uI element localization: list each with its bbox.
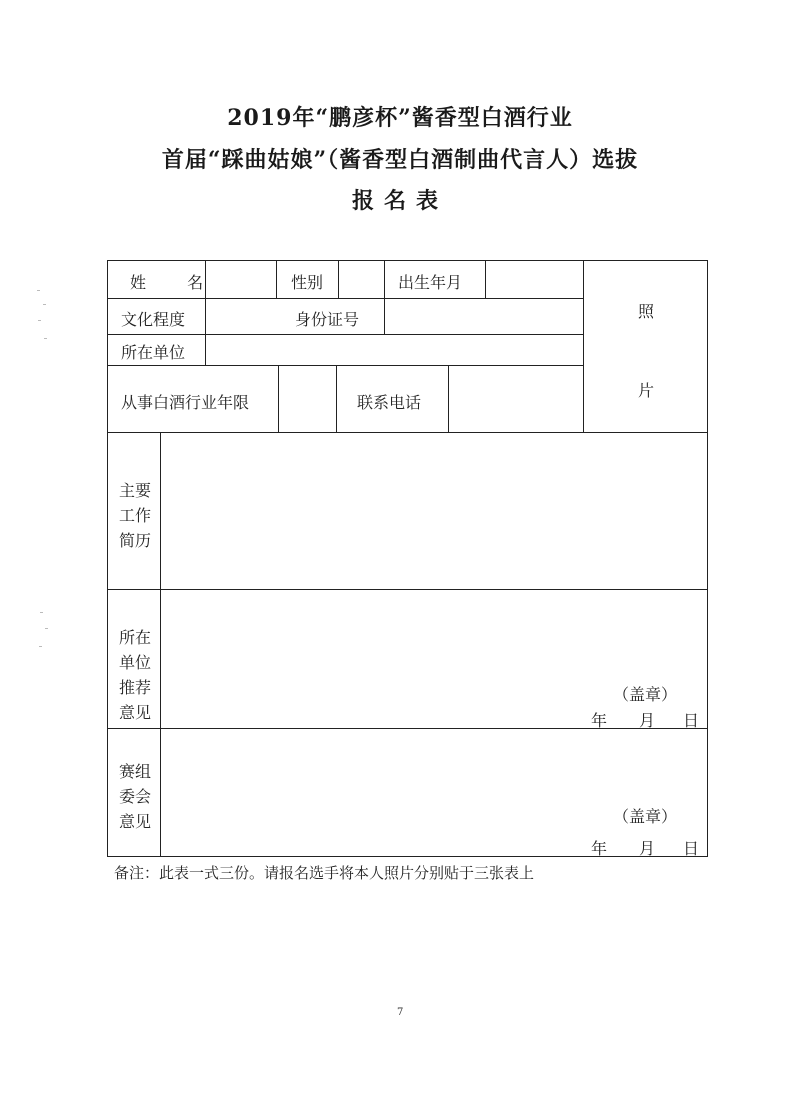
employer-seal-label: （盖章） [613, 685, 678, 704]
label-employer-opinion-3: 推荐 [119, 678, 152, 697]
scan-speck [43, 304, 46, 305]
committee-seal-label: （盖章） [613, 807, 678, 826]
label-committee-opinion-1: 赛组 [119, 762, 152, 781]
committee-date-year: 年 [591, 839, 608, 858]
registration-form-table [107, 260, 708, 857]
label-education: 文化程度 [121, 310, 186, 329]
industry-years-field[interactable] [280, 366, 335, 431]
label-committee-opinion-3: 意见 [119, 812, 152, 831]
resume-field[interactable] [162, 433, 706, 588]
label-employer-opinion-2: 单位 [119, 653, 152, 672]
employer-field[interactable] [207, 335, 582, 364]
scan-speck [39, 646, 42, 647]
column-divider [338, 261, 339, 298]
label-id-number: 身份证号 [295, 310, 360, 329]
footnote: 备注：此表一式三份。请报名选手将本人照片分别贴于三张表上 [114, 864, 535, 882]
column-divider [160, 432, 161, 856]
label-phone: 联系电话 [357, 393, 422, 412]
scan-speck [37, 290, 40, 291]
label-name: 姓 名 [130, 273, 222, 292]
scan-speck [38, 320, 41, 321]
label-employer-opinion-4: 意见 [119, 703, 152, 722]
label-gender: 性别 [291, 273, 324, 292]
column-divider [583, 261, 584, 432]
column-divider [276, 261, 277, 298]
committee-opinion-field[interactable] [162, 729, 706, 856]
committee-date-month: 月 [639, 839, 656, 858]
label-industry-years: 从事白酒行业年限 [121, 393, 250, 412]
employer-date-year: 年 [591, 711, 608, 730]
employer-date-month: 月 [639, 711, 656, 730]
label-resume-1: 主要 [119, 481, 152, 500]
employer-date-day: 日 [683, 711, 700, 730]
column-divider [278, 365, 279, 432]
label-photo-2: 片 [638, 381, 655, 400]
label-birth-date: 出生年月 [398, 273, 463, 292]
title-line-2: 首届“踩曲姑娘”（酱香型白酒制曲代言人）选拔 [161, 147, 639, 173]
label-photo-1: 照 [638, 302, 655, 321]
scan-speck [44, 338, 47, 339]
label-employer-opinion-1: 所在 [119, 628, 152, 647]
label-resume-2: 工作 [119, 506, 152, 525]
scan-speck [45, 628, 48, 629]
gender-field[interactable] [340, 262, 383, 297]
label-resume-3: 简历 [119, 531, 152, 550]
committee-date-day: 日 [683, 839, 700, 858]
birth-date-field[interactable] [487, 262, 582, 297]
photo-area[interactable] [585, 262, 706, 431]
scan-speck [40, 612, 43, 613]
column-divider [336, 365, 337, 432]
page-number: 7 [397, 1007, 404, 1018]
column-divider [384, 261, 385, 298]
label-employer: 所在单位 [121, 343, 186, 362]
column-divider [448, 365, 449, 432]
title-line-3: 报名表 [351, 188, 448, 214]
name-field[interactable] [207, 262, 275, 297]
column-divider [485, 261, 486, 298]
id-number-field[interactable] [386, 299, 582, 333]
column-divider [384, 298, 385, 334]
label-committee-opinion-2: 委会 [119, 787, 152, 806]
phone-field[interactable] [450, 366, 582, 431]
employer-opinion-field[interactable] [162, 590, 706, 727]
title-line-1: 2019年“鹏彦杯”酱香型白酒行业 [227, 105, 573, 131]
